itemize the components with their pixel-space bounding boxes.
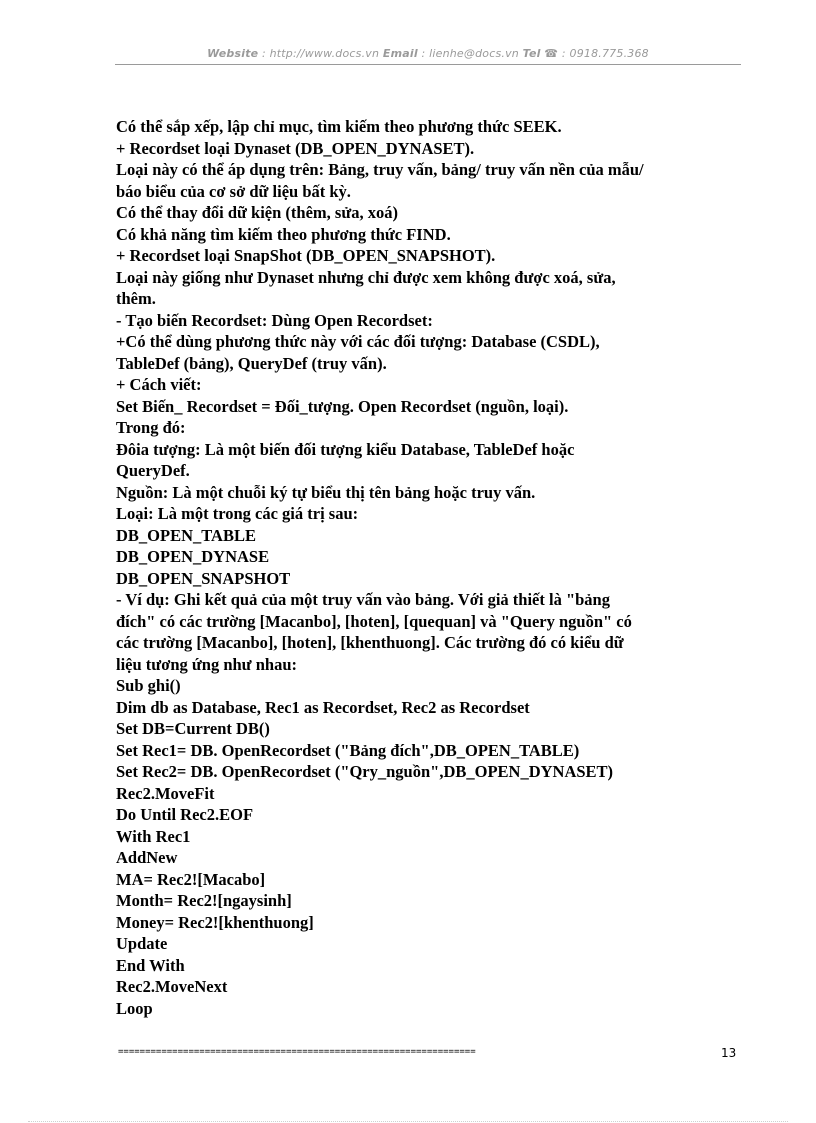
text-line: DB_OPEN_TABLE (116, 525, 256, 545)
tel-value: ☎ : 0918.775.368 (540, 47, 649, 60)
text-line: thêm. (116, 289, 156, 308)
text-line: Money= Rec2![khenthuong] (116, 912, 314, 932)
text-line: With Rec1 (116, 826, 191, 846)
text-line: Rec2.MoveFit (116, 783, 215, 803)
text-line: AddNew (116, 848, 178, 867)
text-line: liệu tương ứng như nhau: (116, 654, 297, 674)
text-line: - Ví dụ: Ghi kết quả của một truy vấn vào bảng. Với giả thiết là "bảng (116, 590, 610, 609)
website-label: Website (207, 47, 259, 60)
text-line: + Cách viết: (116, 375, 202, 394)
text-line: + Recordset loại SnapShot (DB_OPEN_SNAPSHOT). (116, 246, 496, 265)
page-bottom-edge (28, 1121, 788, 1122)
text-line: Có thể sắp xếp, lập chỉ mục, tìm kiếm theo phương thức SEEK. (116, 117, 562, 136)
text-line: MA= Rec2![Macabo] (116, 869, 266, 889)
page-number: 13 (721, 1046, 737, 1060)
email-label: Email (382, 47, 418, 60)
text-line: Set Rec1= DB. OpenRecordset ("Bảng đích",DB_OPEN_TABLE) (116, 740, 580, 760)
text-line: Có thể thay đổi dữ kiện (thêm, sửa, xoá) (116, 203, 398, 222)
text-line: Đôia tượng: Là một biến đối tượng kiểu Database, TableDef hoặc (116, 439, 575, 459)
tel-label: Tel (522, 47, 541, 60)
text-line: Update (116, 934, 168, 953)
text-line: Set Biến_ Recordset = Đối_tượng. Open Recordset (nguồn, loại). (116, 396, 569, 416)
email-value: : lienhe@docs.vn (417, 47, 523, 60)
text-line: Loại này có thể áp dụng trên: Bảng, truy vấn, bảng/ truy vấn nền của mẫu/ (116, 160, 644, 179)
text-line: + Recordset loại Dynaset (DB_OPEN_DYNASET). (116, 138, 475, 158)
text-line: +Có thể dùng phương thức này với các đối tượng: Database (CSDL), (116, 332, 600, 351)
text-line: Set Rec2= DB. OpenRecordset ("Qry_nguồn",DB_OPEN_DYNASET) (116, 762, 614, 781)
page-header (115, 47, 741, 60)
text-line: Sub ghi() (116, 676, 181, 695)
text-line: Nguồn: Là một chuỗi ký tự biểu thị tên bảng hoặc truy vấn. (116, 482, 536, 502)
text-line: TableDef (bảng), QueryDef (truy vấn). (116, 353, 387, 373)
text-line: Loại: Là một trong các giá trị sau: (116, 504, 359, 523)
text-line: - Tạo biến Recordset: Dùng Open Recordset: (116, 310, 433, 330)
page-body (116, 116, 746, 1019)
text-line: DB_OPEN_DYNASE (116, 547, 270, 566)
text-line: Set DB=Current DB() (116, 719, 270, 738)
text-line: End With (116, 955, 185, 975)
text-line: Trong đó: (116, 418, 186, 437)
text-line: Month= Rec2![ngaysinh] (116, 891, 292, 910)
text-line: Do Until Rec2.EOF (116, 805, 254, 824)
text-line: Loại này giống như Dynaset nhưng chỉ được xem không được xoá, sửa, (116, 267, 616, 287)
text-line: Có khả năng tìm kiếm theo phương thức FIND. (116, 224, 451, 244)
header-divider (115, 64, 741, 65)
text-line: Rec2.MoveNext (116, 977, 228, 996)
text-line: báo biểu của cơ sở dữ liệu bất kỳ. (116, 181, 351, 201)
website-value: : http://www.docs.vn (258, 47, 383, 60)
text-line: DB_OPEN_SNAPSHOT (116, 568, 291, 588)
text-line: Loop (116, 998, 153, 1018)
text-line: các trường [Macanbo], [hoten], [khenthuong]. Các trường đó có kiểu dữ (116, 633, 624, 652)
text-line: QueryDef. (116, 461, 190, 480)
footer-divider: ================================================================== (118, 1047, 476, 1057)
text-line: đích" có các trường [Macanbo], [hoten], [quequan] và "Query nguồn" có (116, 611, 632, 631)
text-line: Dim db as Database, Rec1 as Recordset, Rec2 as Recordset (116, 697, 530, 717)
